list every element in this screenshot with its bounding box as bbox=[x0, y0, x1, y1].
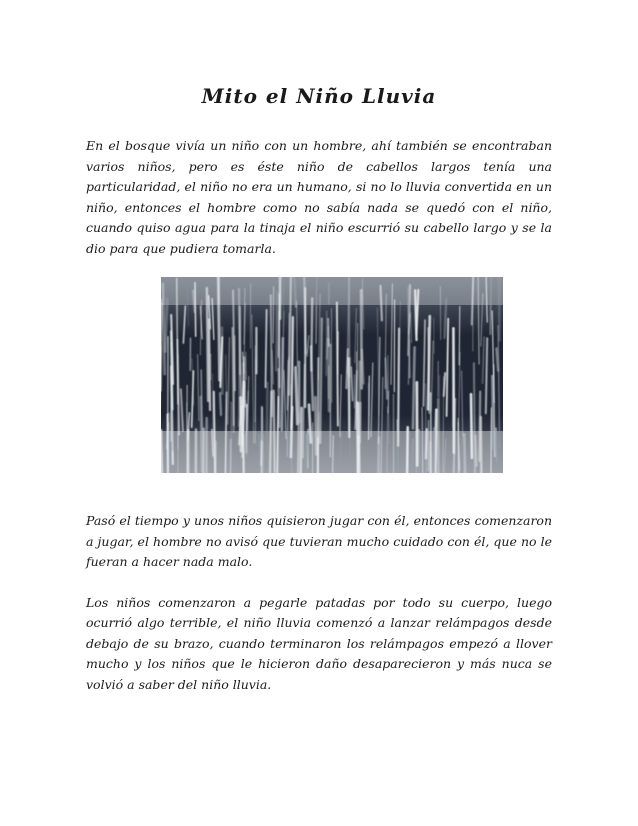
rain-streak bbox=[266, 310, 267, 387]
rain-streak bbox=[333, 436, 334, 473]
rain-streak bbox=[413, 348, 415, 429]
rain-streak bbox=[267, 383, 268, 459]
paragraph-ending: Los niños comenzaron a pegarle patadas por todo su cuerpo, luego ocurrió algo terrible, el niño lluvia comenzó a lanzar relámpagos desde debajo de su brazo, cuando terminaron los relámpagos empezó a llover mucho y los niños que le hicieron daño desaparecieron y más nuca se volvió a saber del niño lluvia. bbox=[86, 594, 552, 692]
rain-streak bbox=[216, 441, 217, 473]
rain-streak bbox=[220, 393, 221, 415]
document-title: Mito el Niño Lluvia bbox=[201, 84, 437, 108]
rain-streak bbox=[296, 368, 298, 425]
rain-streak bbox=[328, 339, 329, 411]
rain-streak bbox=[320, 319, 322, 444]
rain-streak bbox=[349, 358, 350, 437]
rain-streak bbox=[461, 438, 462, 473]
rain-streak bbox=[499, 277, 500, 340]
rain-streak bbox=[490, 277, 491, 334]
rain-streak bbox=[209, 319, 210, 410]
rain-streak bbox=[412, 439, 413, 473]
rain-streak bbox=[274, 391, 275, 473]
rain-streak bbox=[346, 349, 348, 388]
rain-streak bbox=[381, 286, 382, 320]
rain-streak bbox=[304, 277, 306, 353]
rain-streak bbox=[444, 373, 445, 396]
rain-streak bbox=[486, 338, 487, 413]
rain-streak bbox=[165, 299, 167, 351]
rain-streak bbox=[471, 394, 472, 458]
paragraph-play: Pasó el tiempo y unos niños quisieron jugar con él, entonces comenzaron a jugar, el hombre no avisó que tuvieran mucho cuidado con él, que no le fueran a hacer nada malo. bbox=[86, 513, 552, 569]
rain-streak bbox=[232, 328, 233, 425]
rain-streak bbox=[464, 434, 465, 473]
rain-streak bbox=[207, 288, 208, 401]
rain-streak bbox=[479, 392, 480, 461]
rain-streak bbox=[369, 376, 370, 439]
rain-streak bbox=[328, 319, 329, 346]
rain-streak bbox=[474, 363, 475, 473]
rain-streak bbox=[196, 430, 197, 474]
rain-streak bbox=[433, 428, 434, 473]
rain-streak bbox=[193, 291, 195, 312]
rain-streak bbox=[315, 397, 316, 454]
rain-streak bbox=[357, 402, 358, 473]
rain-streak bbox=[282, 338, 283, 430]
rain-streak bbox=[230, 440, 231, 473]
rain-streak bbox=[453, 328, 454, 452]
rain-streak bbox=[294, 277, 295, 307]
rain-streak bbox=[309, 405, 311, 443]
rain-streak bbox=[218, 277, 219, 380]
rain-streak bbox=[301, 408, 302, 473]
rain-streak bbox=[496, 429, 497, 462]
rain-streak bbox=[226, 355, 227, 400]
rain-photo-icon bbox=[161, 277, 503, 473]
rain-streak bbox=[426, 429, 427, 458]
rain-streak bbox=[212, 430, 213, 456]
paragraph-intro: En el bosque vivía un niño con un hombre, ahí también se encontraban varios niños, pero es éste niño de cabellos largos tenía una particularidad, el niño no era un humano, si no lo lluvia convertida en un niño, entonces el hombre como no sabía nada se quedó con el niño, cuando quiso agua para la tinaja el niño escurrió su cabello largo y se la dio para que pudiera tomarla. bbox=[86, 138, 552, 256]
rain-streak bbox=[398, 329, 399, 446]
rain-streak bbox=[476, 436, 477, 466]
rain-streak bbox=[407, 427, 408, 473]
rain-streak bbox=[438, 399, 439, 473]
rain-streak bbox=[492, 376, 493, 449]
rain-image bbox=[161, 277, 503, 473]
rain-streak bbox=[203, 429, 204, 473]
rain-streak bbox=[276, 293, 277, 371]
rain-streak bbox=[261, 441, 262, 473]
rain-streak bbox=[481, 417, 482, 473]
rain-streak bbox=[163, 284, 165, 374]
